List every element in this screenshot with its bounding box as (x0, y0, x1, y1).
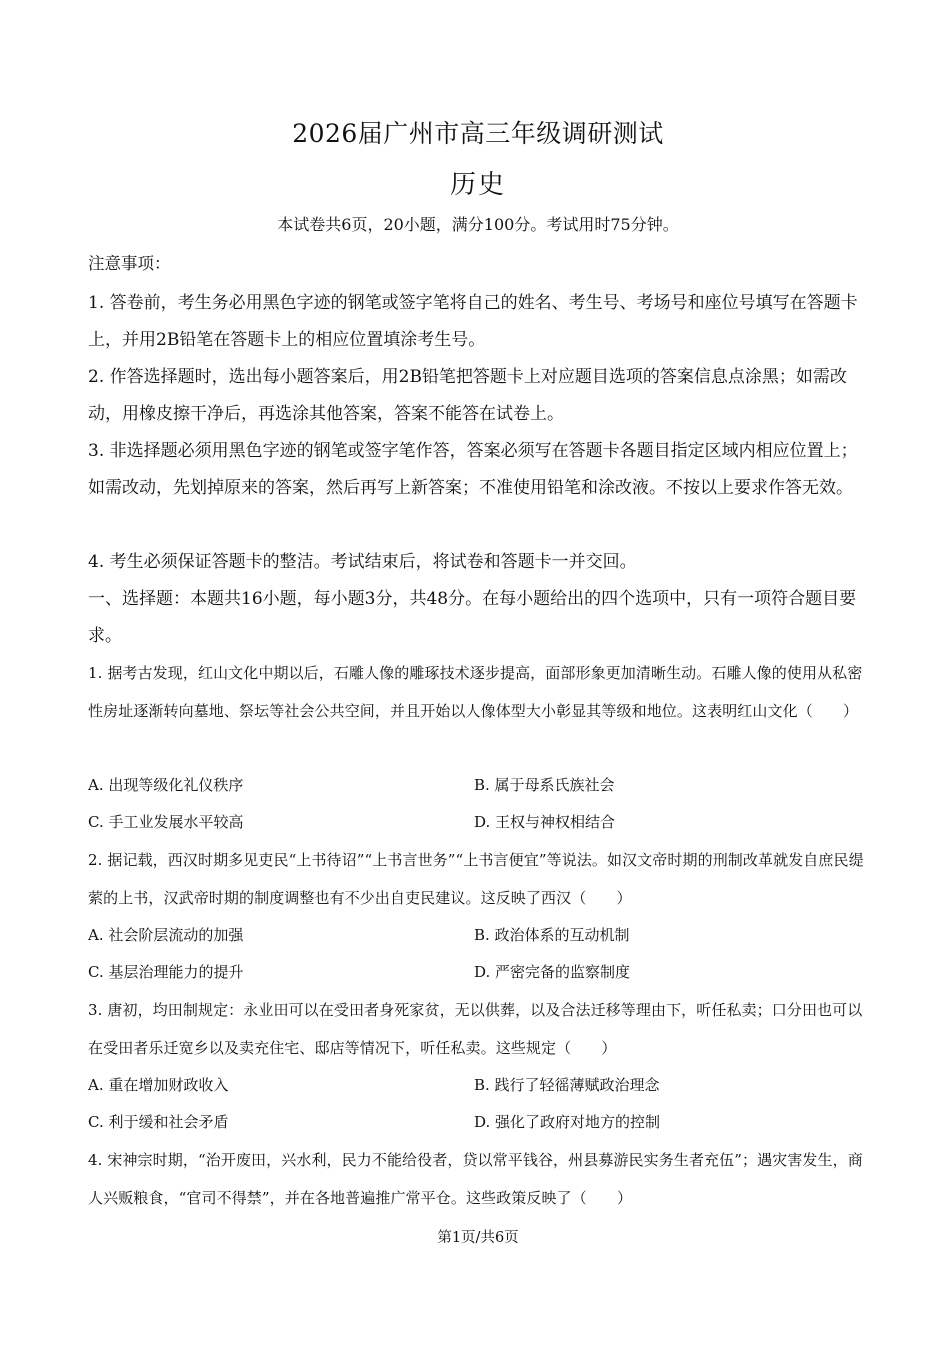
subject-title: 历史 (449, 170, 506, 200)
exam-summary: 本试卷共6页，20小题，满分100分。考试用时75分钟。 (277, 215, 679, 234)
question-2-stem: 2. 据记载，西汉时期多见吏民“上书待诏”“上书言世务”“上书言便宜”等说法。如汉文帝时期的刑制改革就发自庶民缇萦的上书，汉武帝时期的制度调整也有不少出自吏民建议。这反映了西汉（ ） (88, 851, 864, 907)
question-2-option-b[interactable]: B. 政治体系的互动机制 (474, 926, 630, 944)
question-3-option-d[interactable]: D. 强化了政府对地方的控制 (474, 1113, 661, 1131)
question-3-option-a[interactable]: A. 重在增加财政收入 (88, 1076, 229, 1094)
question-3-stem: 3. 唐初，均田制规定：永业田可以在受田者身死家贫，无以供葬，以及合法迁移等理由下，听任私卖；口分田也可以在受田者乐迁宽乡以及卖充住宅、邸店等情况下，听任私卖。这些规定（ ） (88, 1001, 863, 1057)
exam-title: 2026届广州市高三年级调研测试 (292, 119, 664, 148)
notice-item-1: 1. 答卷前，考生务必用黑色字迹的钢笔或签字笔将自己的姓名、考生号、考场号和座位号填写在答题卡上，并用2B铅笔在答题卡上的相应位置填涂考生号。 (88, 293, 858, 350)
notice-item-4: 4. 考生必须保证答题卡的整洁。考试结束后，将试卷和答题卡一并交回。 (88, 552, 637, 572)
notice-item-2: 2. 作答选择题时，选出每小题答案后，用2B铅笔把答题卡上对应题目选项的答案信息点涂黑；如需改动，用橡皮擦干净后，再选涂其他答案，答案不能答在试卷上。 (88, 367, 847, 424)
question-3-option-c[interactable]: C. 利于缓和社会矛盾 (88, 1113, 229, 1131)
question-1-option-a[interactable]: A. 出现等级化礼仪秩序 (88, 776, 244, 794)
section-heading: 一、选择题：本题共16小题，每小题3分，共48分。在每小题给出的四个选项中，只有一项符合题目要求。 (88, 589, 857, 646)
question-2-option-d[interactable]: D. 严密完备的监察制度 (474, 963, 631, 981)
exam-page (88, 0, 868, 1345)
question-3-option-b[interactable]: B. 践行了轻徭薄赋政治理念 (474, 1076, 660, 1094)
question-2-option-c[interactable]: C. 基层治理能力的提升 (88, 963, 244, 981)
question-1-stem: 1. 据考古发现，红山文化中期以后，石雕人像的雕琢技术逐步提高，面部形象更加清晰生动。石雕人像的使用从私密性房址逐渐转向墓地、祭坛等社会公共空间，并且开始以人像体型大小彰显其等级和地位。这表明红山文化（ ） (88, 664, 863, 720)
question-1-option-d[interactable]: D. 王权与神权相结合 (474, 813, 616, 831)
notice-item-3: 3. 非选择题必须用黑色字迹的钢笔或签字笔作答，答案必须写在答题卡各题目指定区域内相应位置上；如需改动，先划掉原来的答案，然后再写上新答案；不准使用铅笔和涂改液。不按以上要求作答无效。 (88, 441, 858, 498)
question-1-option-b[interactable]: B. 属于母系氏族社会 (474, 776, 615, 794)
question-1-option-c[interactable]: C. 手工业发展水平较高 (88, 813, 244, 831)
question-2-option-a[interactable]: A. 社会阶层流动的加强 (88, 926, 244, 944)
page-footer: 第1页/共6页 (437, 1230, 519, 1246)
notice-heading: 注意事项： (88, 254, 171, 273)
question-4-stem: 4. 宋神宗时期，“治开废田，兴水利，民力不能给役者，贷以常平钱谷，州县募游民实务生者充伍”；遇灾害发生，商人兴贩粮食，“官司不得禁”，并在各地普遍推广常平仓。这些政策反映了（ ） (88, 1151, 863, 1207)
